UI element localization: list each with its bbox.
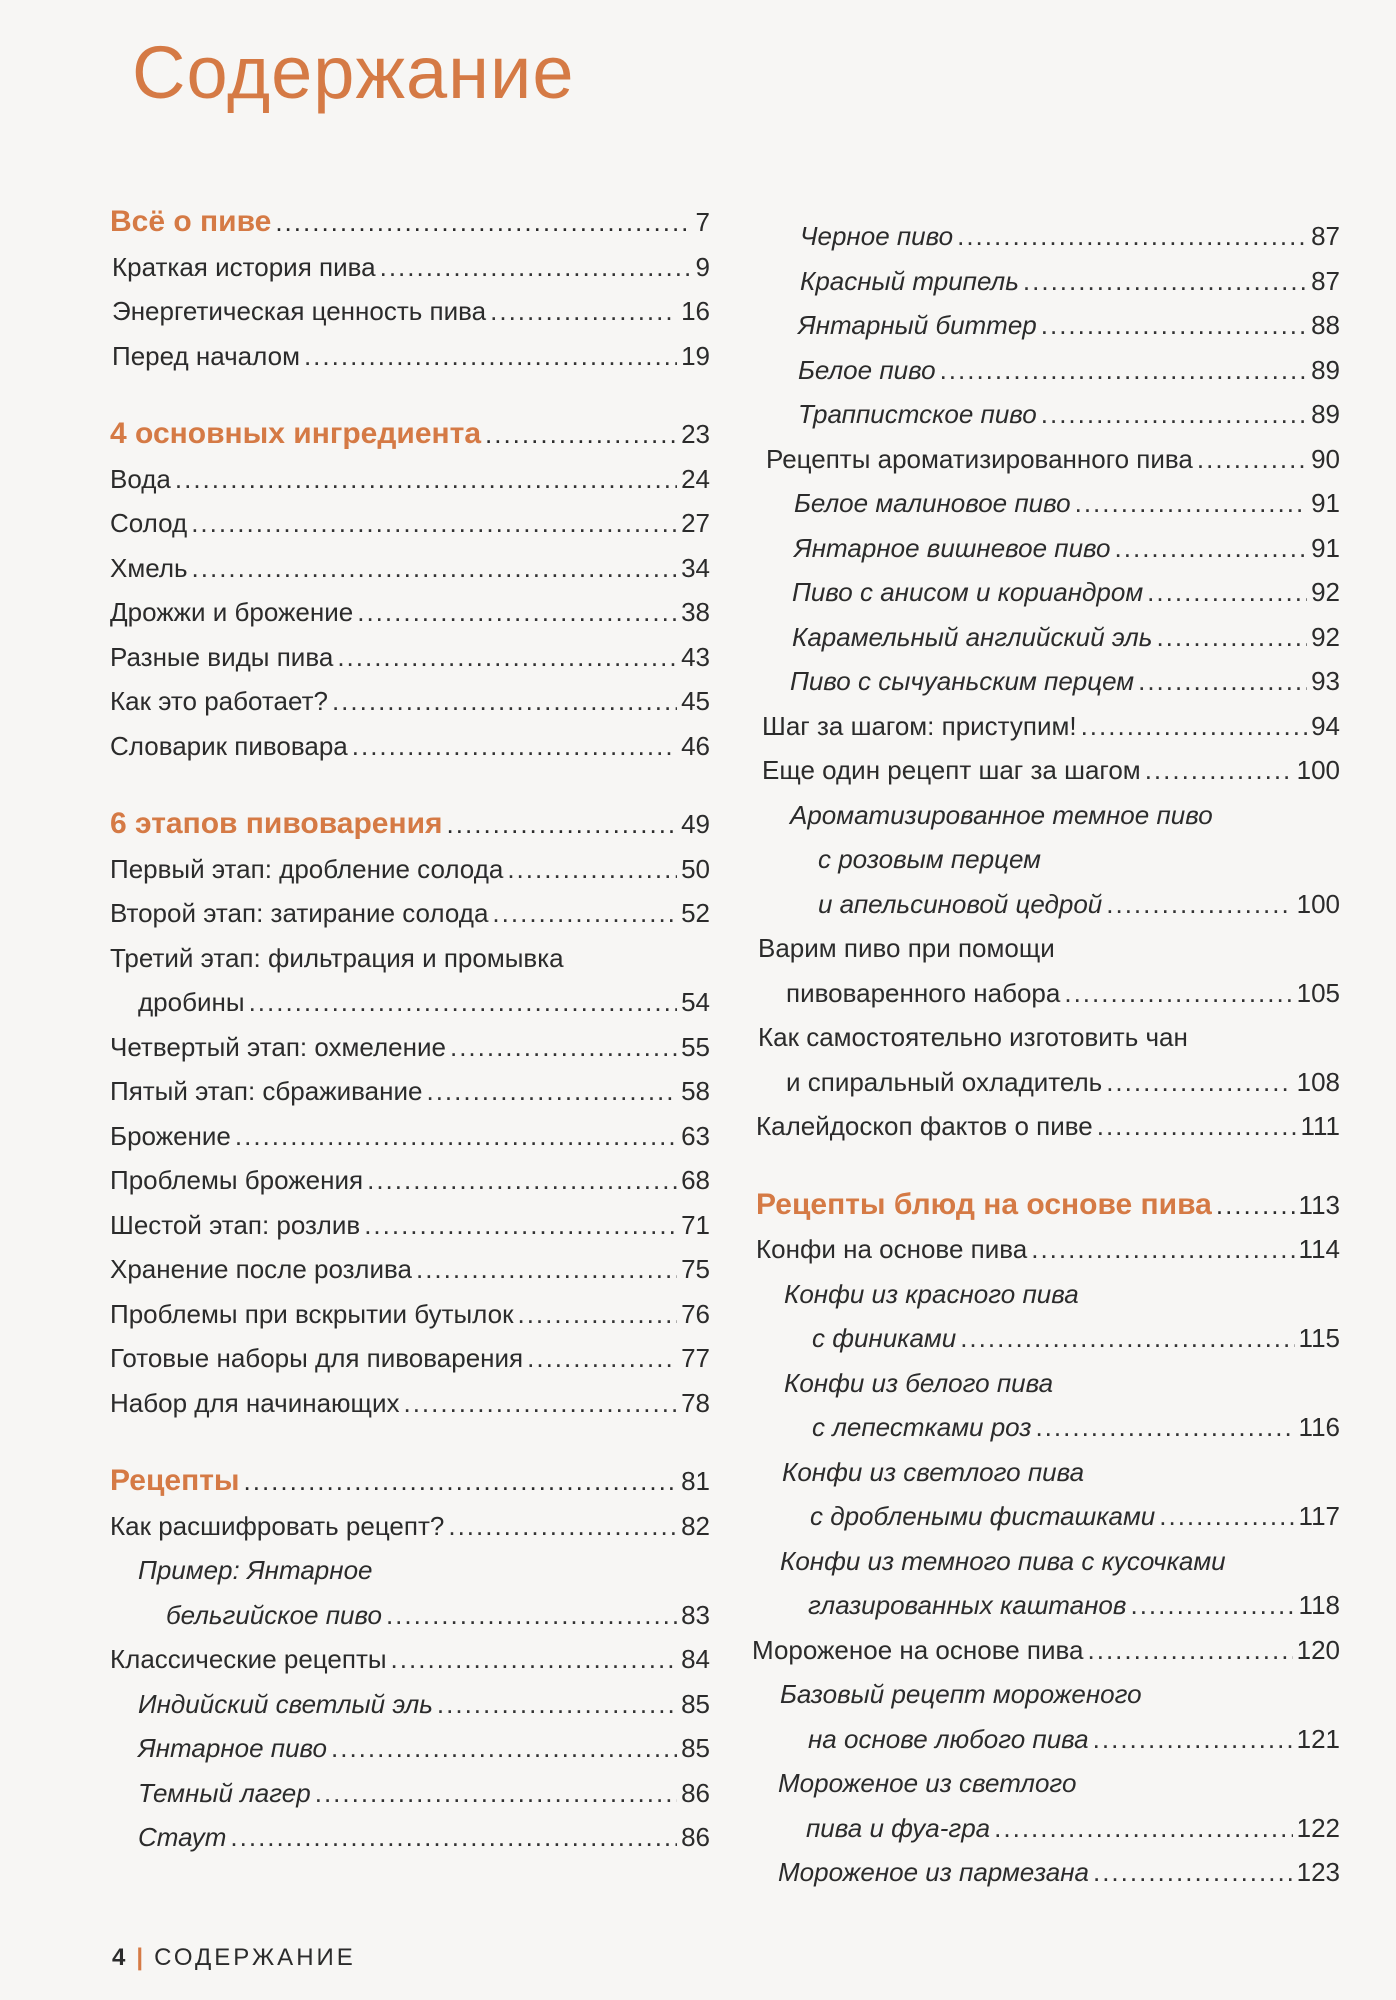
footer-page-number: 4	[112, 1944, 129, 1971]
toc-entry[interactable]	[110, 501, 710, 546]
toc-entry[interactable]	[110, 245, 710, 290]
dot-leader	[940, 348, 1308, 393]
toc-entry[interactable]	[110, 1025, 710, 1070]
toc-entry[interactable]	[110, 1203, 710, 1248]
section-title: 6 этапов пивоварения	[110, 807, 443, 840]
entry-title: Вода	[110, 463, 171, 494]
toc-entry[interactable]	[110, 1336, 710, 1381]
toc-entry[interactable]	[750, 481, 1340, 526]
section-title: 4 основных ингредиента	[110, 417, 482, 450]
toc-entry[interactable]	[750, 1227, 1340, 1272]
dot-leader	[1216, 1183, 1295, 1228]
entry-title-line: с розовым перцем	[818, 844, 1041, 874]
dot-leader	[1081, 704, 1308, 749]
dot-leader	[1106, 882, 1292, 927]
entry-title: Словарик пивовара	[110, 730, 348, 761]
toc-entry[interactable]	[750, 1060, 1340, 1105]
entry-title: Траппистское пиво	[798, 399, 1037, 429]
toc-entry[interactable]	[110, 457, 710, 502]
page-number: 90	[1311, 443, 1340, 474]
toc-entry[interactable]	[750, 303, 1340, 348]
entry-title: Классические рецепты	[110, 1644, 387, 1674]
entry-title: Четвертый этап: охмеление	[110, 1031, 446, 1062]
entry-title-line: Пример: Янтарное	[138, 1555, 373, 1585]
page-number: 118	[1298, 1590, 1340, 1620]
toc-entry[interactable]	[750, 659, 1340, 704]
page-title: Содержание	[132, 31, 575, 114]
toc-entry-line[interactable]	[110, 1548, 710, 1593]
page-number: 89	[1311, 354, 1340, 385]
entry-title-line: Конфи из красного пива	[784, 1278, 1079, 1309]
page-number: 81	[681, 1466, 710, 1496]
entry-title: с лепестками роз	[812, 1412, 1032, 1442]
dot-leader	[1075, 481, 1307, 526]
dot-leader	[1041, 303, 1307, 348]
page-number: 38	[681, 597, 710, 627]
dot-leader	[1147, 570, 1307, 615]
toc-section[interactable]	[110, 200, 710, 245]
toc-entry[interactable]	[750, 259, 1340, 304]
entry-title: Конфи на основе пива	[756, 1234, 1028, 1264]
entry-title: Мороженое из пармезана	[778, 1857, 1089, 1887]
entry-title: Стаут	[138, 1822, 227, 1852]
dot-leader	[426, 1069, 677, 1114]
dot-leader	[367, 1158, 677, 1203]
dot-leader	[1159, 1494, 1294, 1539]
page-number: 93	[1311, 666, 1340, 696]
toc-entry[interactable]	[750, 1806, 1340, 1851]
page-number: 46	[681, 730, 710, 761]
entry-title: Солод	[110, 508, 188, 538]
toc-entry-line[interactable]	[750, 793, 1340, 838]
dot-leader	[244, 1459, 678, 1504]
page-footer	[112, 1944, 356, 1972]
entry-title: на основе любого пива	[808, 1723, 1089, 1754]
toc-left-column	[110, 200, 710, 1860]
page-number: 113	[1298, 1189, 1340, 1220]
dot-leader	[337, 635, 677, 680]
toc-entry[interactable]	[110, 1726, 710, 1771]
entry-title: дробины	[138, 987, 245, 1017]
toc-entry[interactable]	[750, 1583, 1340, 1628]
toc-entry[interactable]	[750, 570, 1340, 615]
entry-title-line: Конфи из темного пива с кусочками	[780, 1545, 1226, 1576]
dot-leader	[448, 1504, 677, 1549]
page-number: 85	[681, 1688, 710, 1719]
dot-leader	[332, 679, 677, 724]
toc-entry[interactable]	[110, 334, 710, 379]
page-number: 116	[1298, 1412, 1340, 1442]
page-number: 94	[1311, 710, 1340, 741]
dot-leader	[485, 412, 677, 457]
dot-leader	[994, 1806, 1292, 1851]
toc-entry[interactable]	[110, 724, 710, 769]
entry-title-line: Как самостоятельно изготовить чан	[758, 1022, 1188, 1052]
entry-title: Энергетическая ценность пива	[112, 296, 487, 326]
page-number: 52	[681, 898, 710, 928]
dot-leader	[447, 802, 678, 847]
page-number: 100	[1296, 755, 1340, 785]
page-number: 75	[681, 1254, 710, 1284]
page-number: 50	[681, 853, 710, 884]
toc-entry[interactable]	[110, 847, 710, 892]
entry-title: Как это работает?	[110, 686, 328, 716]
entry-title: Проблемы брожения	[110, 1165, 364, 1195]
dot-leader	[1093, 1850, 1293, 1895]
toc-entry[interactable]	[110, 1069, 710, 1114]
dot-leader	[249, 980, 678, 1025]
page-number: 78	[681, 1387, 710, 1418]
page-number: 77	[681, 1343, 710, 1373]
dot-leader	[175, 457, 677, 502]
entry-title: Как расшифровать рецепт?	[110, 1510, 445, 1541]
entry-title-line: Мороженое из светлого	[778, 1768, 1077, 1798]
entry-title: Шестой этап: розлив	[110, 1209, 361, 1240]
dot-leader	[1145, 748, 1293, 793]
section-title: Рецепты	[110, 1464, 240, 1497]
toc-entry[interactable]	[110, 1158, 710, 1203]
entry-title: Пятый этап: сбраживание	[110, 1076, 423, 1106]
toc-entry-line[interactable]	[750, 1672, 1340, 1717]
page-number: 24	[681, 463, 710, 494]
toc-entry[interactable]	[750, 1104, 1340, 1149]
page-number: 89	[1311, 399, 1340, 429]
dot-leader	[1064, 971, 1292, 1016]
dot-leader	[1031, 1227, 1294, 1272]
toc-entry-line[interactable]	[750, 1761, 1340, 1806]
toc-entry[interactable]	[110, 289, 710, 334]
dot-leader	[403, 1381, 677, 1426]
dot-leader	[492, 891, 677, 936]
dot-leader	[391, 1637, 678, 1682]
entry-title: пива и фуа-гра	[806, 1812, 991, 1843]
entry-title-line: Конфи из светлого пива	[782, 1456, 1085, 1487]
entry-title: Пиво с анисом и кориандром	[792, 577, 1144, 607]
entry-title: Проблемы при вскрытии бутылок	[110, 1298, 514, 1329]
page-number: 114	[1298, 1234, 1340, 1264]
page-number: 82	[681, 1510, 710, 1541]
entry-title-line: Третий этап: фильтрация и промывка	[110, 942, 564, 973]
dot-leader	[331, 1726, 677, 1771]
page-number: 83	[681, 1599, 710, 1630]
section-title: Рецепты блюд на основе пива	[756, 1187, 1212, 1221]
entry-title: с финиками	[812, 1323, 957, 1353]
toc-entry-line[interactable]	[750, 1361, 1340, 1406]
toc-entry[interactable]	[750, 526, 1340, 571]
page-number: 34	[681, 552, 710, 583]
page-number: 117	[1298, 1501, 1340, 1531]
toc-entry[interactable]	[110, 980, 710, 1025]
dot-leader	[386, 1593, 677, 1638]
toc-entry[interactable]	[110, 1114, 710, 1159]
toc-entry[interactable]	[110, 1637, 710, 1682]
entry-title: Хмель	[110, 552, 188, 583]
entry-title: Набор для начинающих	[110, 1387, 400, 1418]
page-number: 115	[1298, 1323, 1340, 1353]
toc-entry[interactable]	[110, 1593, 710, 1638]
entry-title: Шаг за шагом: приступим!	[762, 710, 1077, 741]
entry-title: Краткая история пива	[112, 251, 376, 282]
dot-leader	[315, 1771, 677, 1816]
entry-title: и апельсиновой цедрой	[818, 888, 1103, 919]
entry-title: Темный лагер	[138, 1777, 311, 1808]
toc-entry[interactable]	[750, 1628, 1340, 1673]
toc-entry[interactable]	[750, 882, 1340, 927]
dot-leader	[1093, 1717, 1293, 1762]
entry-title: Белое пиво	[798, 354, 936, 385]
dot-leader	[527, 1336, 677, 1381]
page-number: 92	[1311, 621, 1340, 652]
dot-leader	[1138, 659, 1307, 704]
page-number: 23	[681, 419, 710, 449]
dot-leader	[507, 847, 677, 892]
dot-leader	[957, 214, 1307, 259]
entry-title: Индийский светлый эль	[138, 1688, 433, 1719]
dot-leader	[1197, 437, 1307, 482]
toc-entry-line[interactable]	[750, 1450, 1340, 1495]
entry-title: Дрожжи и брожение	[110, 597, 354, 627]
dot-leader	[230, 1815, 677, 1860]
toc-entry[interactable]	[750, 748, 1340, 793]
entry-title: Еще один рецепт шаг за шагом	[762, 755, 1141, 785]
dot-leader	[1156, 615, 1307, 660]
toc-entry[interactable]	[110, 1381, 710, 1426]
dot-leader	[1023, 259, 1307, 304]
toc-entry-line[interactable]	[750, 1272, 1340, 1317]
dot-leader	[490, 289, 677, 334]
toc-entry[interactable]	[750, 392, 1340, 437]
dot-leader	[235, 1114, 677, 1159]
dot-leader	[450, 1025, 677, 1070]
dot-leader	[191, 501, 677, 546]
toc-entry[interactable]	[110, 635, 710, 680]
entry-title-line: Ароматизированное темное пиво	[790, 799, 1213, 830]
dot-leader	[1041, 392, 1307, 437]
page-number: 84	[681, 1644, 710, 1674]
page-number: 45	[681, 686, 710, 716]
section-title: Всё о пиве	[110, 205, 272, 238]
toc-entry-line[interactable]	[750, 1015, 1340, 1060]
toc-entry[interactable]	[750, 615, 1340, 660]
page-number: 54	[681, 987, 710, 1017]
entry-title: Янтарное вишневое пиво	[794, 532, 1111, 563]
entry-title: Черное пиво	[800, 221, 954, 251]
toc-entry[interactable]	[750, 1717, 1340, 1762]
entry-title: Перед началом	[112, 340, 300, 371]
toc-entry[interactable]	[110, 1815, 710, 1860]
dot-leader	[352, 724, 677, 769]
toc-entry-line[interactable]	[110, 936, 710, 981]
footer-label: СОДЕРЖАНИЕ	[154, 1944, 356, 1971]
toc-entry[interactable]	[110, 1504, 710, 1549]
toc-entry-line[interactable]	[750, 926, 1340, 971]
entry-title-line: Варим пиво при помощи	[758, 933, 1055, 963]
footer-separator: |	[136, 1944, 147, 1971]
entry-title: пивоваренного набора	[786, 977, 1061, 1008]
page-number: 123	[1296, 1857, 1340, 1887]
toc-entry[interactable]	[750, 1316, 1340, 1361]
entry-title: Белое малиновое пиво	[794, 488, 1071, 518]
dot-leader	[1088, 1628, 1293, 1673]
toc-entry[interactable]	[110, 891, 710, 936]
dot-leader	[357, 590, 677, 635]
page-number: 71	[681, 1209, 710, 1240]
toc-right-column	[750, 214, 1340, 1895]
page-number: 86	[681, 1822, 710, 1852]
toc-entry[interactable]	[750, 704, 1340, 749]
entry-title: Карамельный английский эль	[792, 621, 1153, 652]
entry-title: глазированных каштанов	[808, 1590, 1127, 1620]
dot-leader	[364, 1203, 677, 1248]
toc-entry[interactable]	[110, 1682, 710, 1727]
toc-section[interactable]	[110, 1459, 710, 1504]
page-number: 27	[681, 508, 710, 538]
page-number: 111	[1300, 1111, 1340, 1141]
page-number: 43	[681, 641, 710, 672]
dot-leader	[1106, 1060, 1292, 1105]
toc-entry-line[interactable]	[750, 1539, 1340, 1584]
dot-leader	[960, 1316, 1294, 1361]
page-number: 91	[1311, 488, 1340, 518]
page-number: 49	[681, 809, 710, 839]
page-number: 9	[695, 251, 710, 282]
page-number: 105	[1296, 977, 1340, 1008]
toc-section[interactable]	[110, 802, 710, 847]
entry-title: Янтарный биттер	[798, 310, 1037, 340]
dot-leader	[1130, 1583, 1294, 1628]
page-number: 92	[1311, 577, 1340, 607]
page-number: 121	[1296, 1723, 1340, 1754]
entry-title: и спиральный охладитель	[786, 1066, 1103, 1097]
entry-title: Мороженое на основе пива	[752, 1634, 1084, 1665]
toc-entry[interactable]	[750, 1405, 1340, 1450]
dot-leader	[1035, 1405, 1294, 1450]
dot-leader	[517, 1292, 677, 1337]
dot-leader	[380, 245, 692, 290]
toc-entry[interactable]	[110, 1292, 710, 1337]
dot-leader	[275, 200, 691, 245]
entry-title: Хранение после розлива	[110, 1254, 412, 1284]
page-number: 85	[681, 1733, 710, 1763]
page-number: 120	[1296, 1634, 1340, 1665]
dot-leader	[1097, 1104, 1297, 1149]
toc-entry[interactable]	[110, 546, 710, 591]
toc-entry[interactable]	[750, 348, 1340, 393]
entry-title: Янтарное пиво	[138, 1733, 327, 1763]
entry-title-line: Конфи из белого пива	[784, 1367, 1054, 1398]
toc-entry-line[interactable]	[750, 837, 1340, 882]
toc-entry[interactable]	[110, 679, 710, 724]
toc-entry[interactable]	[750, 971, 1340, 1016]
entry-title: Рецепты ароматизированного пива	[766, 443, 1193, 474]
toc-entry[interactable]	[750, 437, 1340, 482]
entry-title: Разные виды пива	[110, 641, 334, 672]
toc-section[interactable]	[750, 1183, 1340, 1228]
dot-leader	[192, 546, 678, 591]
entry-title: Первый этап: дробление солода	[110, 853, 504, 884]
page-number: 87	[1311, 265, 1340, 296]
page-number: 19	[681, 340, 710, 371]
entry-title: бельгийское пиво	[166, 1599, 382, 1630]
toc-entry[interactable]	[110, 590, 710, 635]
page-number: 87	[1311, 221, 1340, 251]
toc-entry[interactable]	[750, 214, 1340, 259]
entry-title: Красный трипель	[800, 265, 1019, 296]
entry-title: Пиво с сычуаньским перцем	[790, 666, 1135, 696]
page-number: 7	[695, 207, 710, 237]
page-number: 86	[681, 1777, 710, 1808]
entry-title-line: Базовый рецепт мороженого	[780, 1679, 1142, 1709]
dot-leader	[304, 334, 677, 379]
page-number: 55	[681, 1031, 710, 1062]
toc-entry[interactable]	[110, 1247, 710, 1292]
page-number: 91	[1311, 532, 1340, 563]
entry-title: Готовые наборы для пивоварения	[110, 1343, 524, 1373]
dot-leader	[437, 1682, 677, 1727]
page-number: 88	[1311, 310, 1340, 340]
entry-title: с дроблеными фисташками	[810, 1501, 1156, 1531]
page-number: 122	[1296, 1812, 1340, 1843]
page-number: 58	[681, 1076, 710, 1106]
page-number: 68	[681, 1165, 710, 1195]
toc-entry[interactable]	[110, 1771, 710, 1816]
toc-section[interactable]	[110, 412, 710, 457]
dot-leader	[1115, 526, 1308, 571]
dot-leader	[416, 1247, 677, 1292]
page-number: 108	[1296, 1066, 1340, 1097]
entry-title: Второй этап: затирание солода	[110, 898, 489, 928]
toc-entry[interactable]	[750, 1494, 1340, 1539]
page-number: 100	[1296, 888, 1340, 919]
entry-title: Калейдоскоп фактов о пиве	[756, 1111, 1093, 1141]
page-number: 76	[681, 1298, 710, 1329]
page-number: 16	[681, 296, 710, 326]
entry-title: Брожение	[110, 1120, 231, 1151]
page-number: 63	[681, 1120, 710, 1151]
toc-entry[interactable]	[750, 1850, 1340, 1895]
